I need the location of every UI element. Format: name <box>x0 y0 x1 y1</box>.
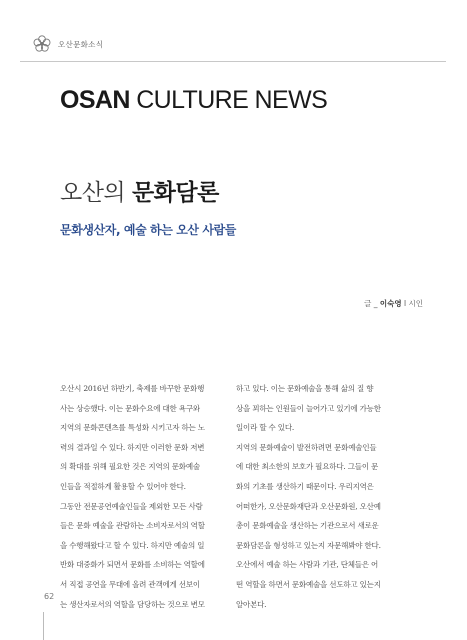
body-line: 지역의 문화콘텐츠를 특성화 시키고자 하는 노 <box>60 423 205 433</box>
article-title-light: 오산의 <box>60 180 132 206</box>
byline-prefix: 글 _ <box>364 299 380 308</box>
body-line: 화의 기초를 생산하기 때문이다. 우리지역은 <box>236 481 374 491</box>
article-title-bold: 문화담론 <box>131 180 219 206</box>
article-subtitle: 문화생산자, 예술 하는 오산 사람들 <box>60 223 236 237</box>
body-line: 오산에서 예술 하는 사람과 기관, 단체들은 어 <box>236 560 379 570</box>
body-line: 반화 대중화가 되면서 문화를 소비하는 역할에 <box>60 560 205 570</box>
header-divider <box>20 61 446 62</box>
body-line: 에 대한 최소한의 보호가 필요하다. 그들이 문 <box>236 462 379 472</box>
body-line: 사는 상승했다. 이는 문화수요에 대한 욕구와 <box>60 403 200 413</box>
author-name: 이숙영 <box>379 299 402 308</box>
body-line: 그동안 전문공연예술인들을 제외한 모든 사람 <box>60 501 203 511</box>
body-line: 는 생산자로서의 역할을 담당하는 것으로 변모 <box>60 599 205 609</box>
page-edge-rule <box>43 612 44 640</box>
body-line: 떤 역할을 하면서 문화예술을 선도하고 있는지 <box>236 579 381 589</box>
body-line: 일이라 할 수 있다. <box>236 423 295 433</box>
body-line: 오산시 2016년 하반기, 축제를 바꾸한 문화행 <box>60 384 205 393</box>
body-column-left <box>60 379 234 614</box>
body-line: 문화담론을 형성하고 있는지 자문해봐야 한다. <box>236 540 381 550</box>
page-number: 62 <box>44 592 55 601</box>
flower-logo-icon <box>32 34 52 54</box>
byline <box>364 298 423 309</box>
section-header <box>32 34 103 54</box>
body-line: 을 수행해왔다고 할 수 있다. 하지만 예술의 일 <box>60 540 205 550</box>
body-column-right <box>236 379 410 614</box>
body-line: 하고 있다. 이는 문화예술을 통해 삶의 질 향 <box>236 384 374 393</box>
article-title <box>60 174 219 207</box>
body-line: 서 직접 공연을 무대에 올려 관객에게 선보이 <box>60 579 200 589</box>
body-line: 알아본다. <box>236 599 267 609</box>
body-line: 어떠한가, 오산문화재단과 오산문화원, 오산예 <box>236 501 381 511</box>
magazine-title-bold: OSAN <box>60 86 130 114</box>
section-label: 오산문화소식 <box>58 39 104 49</box>
body-line: 력의 결과일 수 있다. 하지만 이러한 문화 저변 <box>60 442 205 452</box>
byline-suffix: l 시인 <box>401 299 423 308</box>
magazine-title <box>60 86 327 115</box>
body-line: 인들을 적절하게 활용할 수 있어야 한다. <box>60 481 186 491</box>
body-line: 총이 문화예술을 생산하는 기관으로서 새로운 <box>236 521 379 531</box>
magazine-title-light: CULTURE NEWS <box>129 86 328 114</box>
body-line: 상을 꾀하는 인원들이 늘어가고 있기에 가능한 <box>236 403 381 413</box>
body-line: 의 확대를 위해 필요한 것은 지역의 문화예술 <box>60 462 200 472</box>
body-line: 지역의 문화예술이 발전하려면 문화예술인들 <box>236 442 377 452</box>
body-line: 들은 문화 예술을 관람하는 소비자로서의 역할 <box>60 521 205 531</box>
